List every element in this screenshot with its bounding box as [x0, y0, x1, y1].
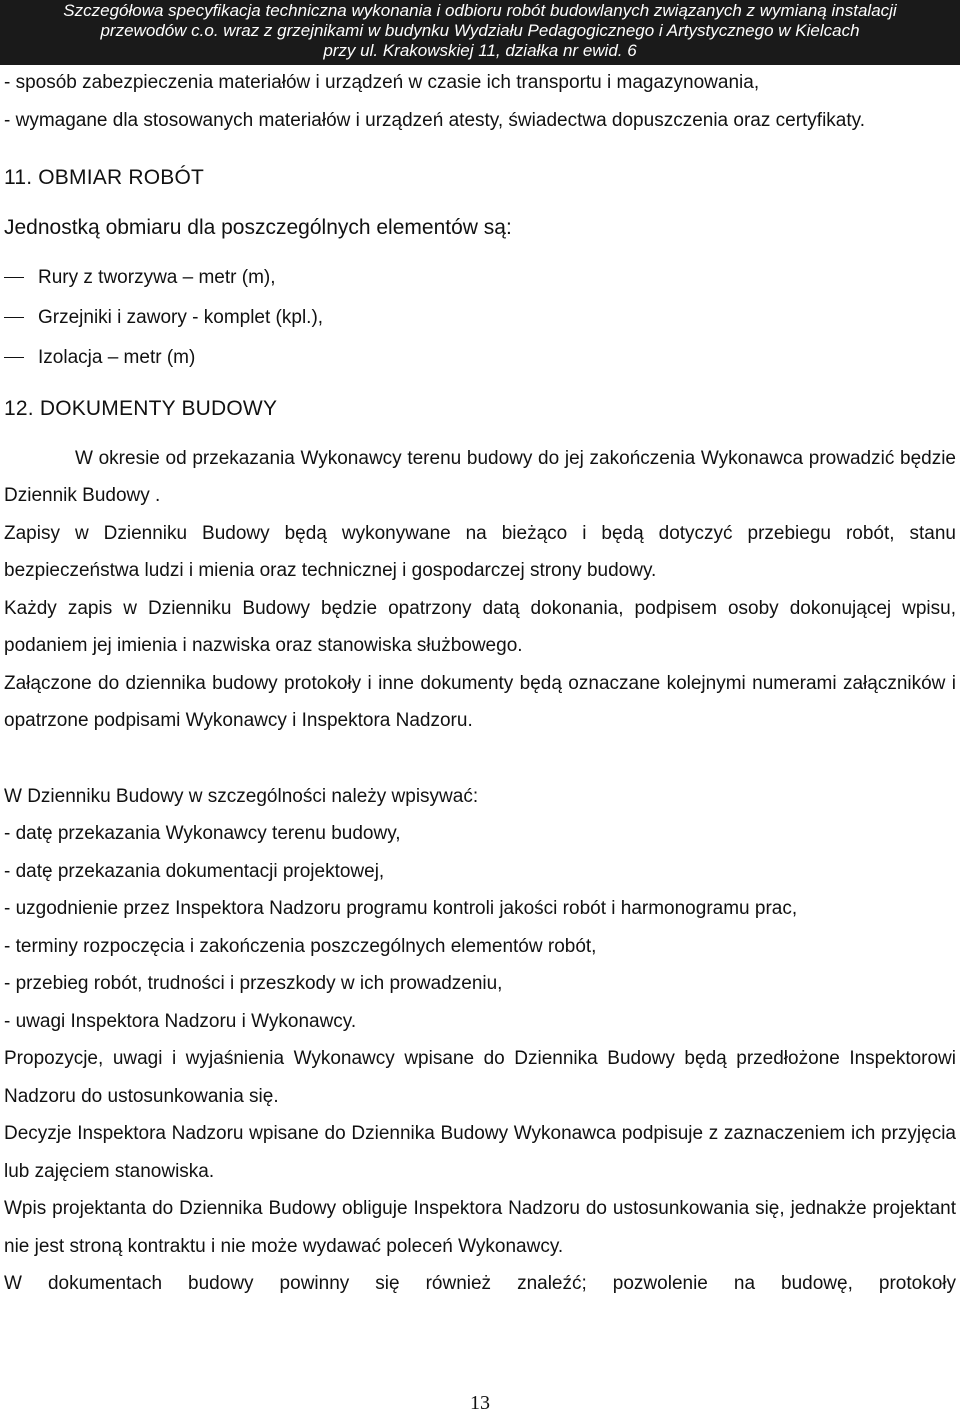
paragraph-documents: W dokumentach budowy powinny się również znaleźć; pozwolenie na budowę, protokoły	[4, 1273, 956, 1294]
list-item	[4, 258, 956, 298]
list-item-text: Rury z tworzywa – metr (m),	[38, 267, 276, 288]
document-body	[4, 64, 956, 1303]
paragraph-required-entries: W Dzienniku Budowy w szczególności należy wpisywać:	[4, 785, 479, 807]
section-12-heading: 12. DOKUMENTY BUDOWY	[4, 397, 278, 420]
intro-line-transport: - sposób zabezpieczenia materiałów i urządzeń w czasie ich transportu i magazynowania,	[4, 72, 760, 93]
section-11-intro: Jednostką obmiaru dla poszczególnych elementów są:	[4, 215, 512, 239]
list-item: - datę przekazania dokumentacji projektowej,	[4, 860, 385, 882]
page-header	[0, 0, 960, 65]
page-number: 13	[470, 1392, 490, 1414]
dash-bullet-icon	[4, 357, 24, 358]
section-11-heading: 11. OBMIAR ROBÓT	[4, 166, 205, 189]
header-title-line-3: przy ul. Krakowskiej 11, działka nr ewid. 6	[323, 41, 637, 60]
paragraph-designer-entry: Wpis projektanta do Dziennika Budowy obliguje Inspektora Nadzoru do ustosunkowania się, jednakże projektant nie jest stroną kontraktu i nie może wydawać poleceń Wykonawcy.	[4, 1198, 956, 1257]
header-title-line-1: Szczegółowa specyfikacja techniczna wykonania i odbioru robót budowlanych związanych z wymianą instalacji	[63, 1, 897, 20]
dash-bullet-icon	[4, 277, 24, 278]
dash-bullet-icon	[4, 317, 24, 318]
list-item	[4, 298, 956, 338]
paragraph-proposals: Propozycje, uwagi i wyjaśnienia Wykonawcy wpisane do Dziennika Budowy będą przedłożone Inspektorowi Nadzoru do ustosunkowania się.	[4, 1048, 956, 1107]
list-item: - uzgodnienie przez Inspektora Nadzoru programu kontroli jakości robót i harmonogramu prac,	[4, 898, 798, 919]
list-item-text: Grzejniki i zawory - komplet (kpl.),	[38, 307, 324, 328]
paragraph-attachments: Załączone do dziennika budowy protokoły i inne dokumenty będą oznaczane kolejnymi numerami załączników i opatrzone podpisami Wykonawcy i Inspektora Nadzoru.	[4, 672, 956, 731]
paragraph-decisions: Decyzje Inspektora Nadzoru wpisane do Dziennika Budowy Wykonawca podpisuje z zaznaczeniem ich przyjęcia lub zajęciem stanowiska.	[4, 1123, 956, 1182]
header-title-line-2: przewodów c.o. wraz z grzejnikami w budynku Wydziału Pedagogicznego i Artystycznego w Kielcach	[100, 21, 860, 40]
measurement-units-list	[4, 258, 956, 378]
paragraph-entries-ongoing: Zapisy w Dzienniku Budowy będą wykonywane na bieżąco i będą dotyczyć przebiegu robót, stanu bezpieczeństwa ludzi i mienia oraz technicznej i gospodarczej strony budowy.	[4, 522, 956, 581]
list-item	[4, 338, 956, 378]
paragraph-site-diary: W okresie od przekazania Wykonawcy terenu budowy do jej zakończenia Wykonawca prowadzić będzie Dziennik Budowy .	[4, 447, 956, 506]
list-item: - terminy rozpoczęcia i zakończenia poszczególnych elementów robót,	[4, 935, 597, 957]
paragraph-entry-signature: Każdy zapis w Dzienniku Budowy będzie opatrzony datą dokonania, podpisem osoby dokonującej wpisu, podaniem jej imienia i nazwiska oraz stanowiska służbowego.	[4, 597, 956, 656]
list-item-text: Izolacja – metr (m)	[38, 347, 196, 368]
list-item: - datę przekazania Wykonawcy terenu budowy,	[4, 823, 401, 844]
intro-line-certificates: - wymagane dla stosowanych materiałów i urządzeń atesty, świadectwa dopuszczenia oraz certyfikaty.	[4, 109, 866, 131]
list-item: - przebieg robót, trudności i przeszkody w ich prowadzeniu,	[4, 973, 503, 994]
list-item: - uwagi Inspektora Nadzoru i Wykonawcy.	[4, 1010, 357, 1032]
